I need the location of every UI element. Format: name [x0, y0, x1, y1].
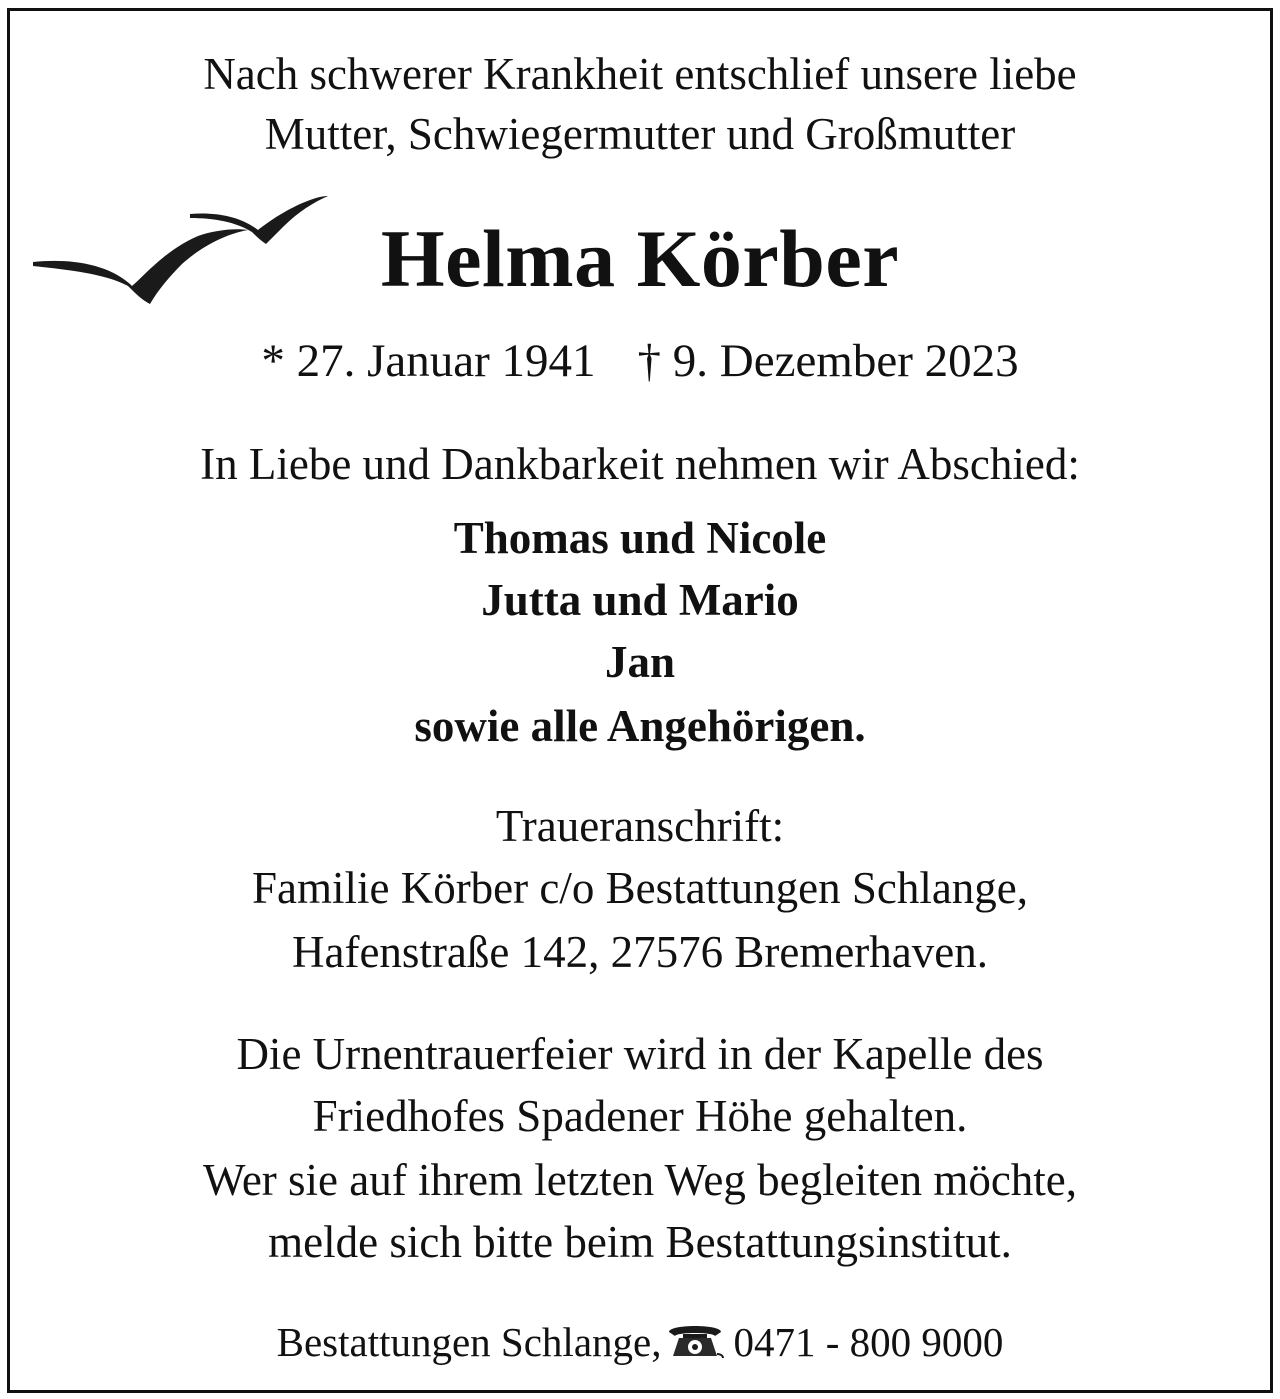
- ceremony-line-2: Friedhofes Spadener Höhe gehalten.: [312, 1091, 968, 1141]
- mourner-line: sowie alle Angehörigen.: [414, 701, 866, 751]
- telephone-icon: [665, 1320, 725, 1360]
- farewell-intro: In Liebe und Dankbarkeit nehmen wir Abschied:: [200, 439, 1080, 489]
- phone-number: 0471 - 800 9000: [733, 1319, 1004, 1365]
- ceremony-line-3: Wer sie auf ihrem letzten Weg begleiten möchte,: [202, 1155, 1078, 1205]
- intro-line-2: Mutter, Schwiegermutter und Großmutter: [264, 109, 1016, 159]
- life-dates: [0, 334, 1280, 388]
- address-line-2: Hafenstraße 142, 27576 Bremerhaven.: [291, 927, 988, 977]
- ceremony-line-1: Die Urnentrauerfeier wird in der Kapelle des: [236, 1029, 1044, 1079]
- deceased-name: Helma Körber: [380, 213, 900, 304]
- funeral-home-name: Bestattungen Schlange,: [276, 1319, 662, 1365]
- mourner-line: Jan: [604, 637, 676, 687]
- birth-date: * 27. Januar 1941: [261, 335, 596, 387]
- intro-line-1: Nach schwerer Krankheit entschlief unsere liebe: [203, 49, 1077, 99]
- address-label: Traueranschrift:: [495, 801, 785, 851]
- mourner-line: Jutta und Mario: [481, 575, 799, 625]
- address-line-1: Familie Körber c/o Bestattungen Schlange,: [251, 863, 1029, 913]
- footer-contact: [0, 1318, 1280, 1366]
- mourner-line: Thomas und Nicole: [453, 513, 827, 563]
- death-date: † 9. Dezember 2023: [637, 335, 1019, 387]
- ceremony-line-4: melde sich bitte beim Bestattungsinstitut.: [268, 1217, 1012, 1267]
